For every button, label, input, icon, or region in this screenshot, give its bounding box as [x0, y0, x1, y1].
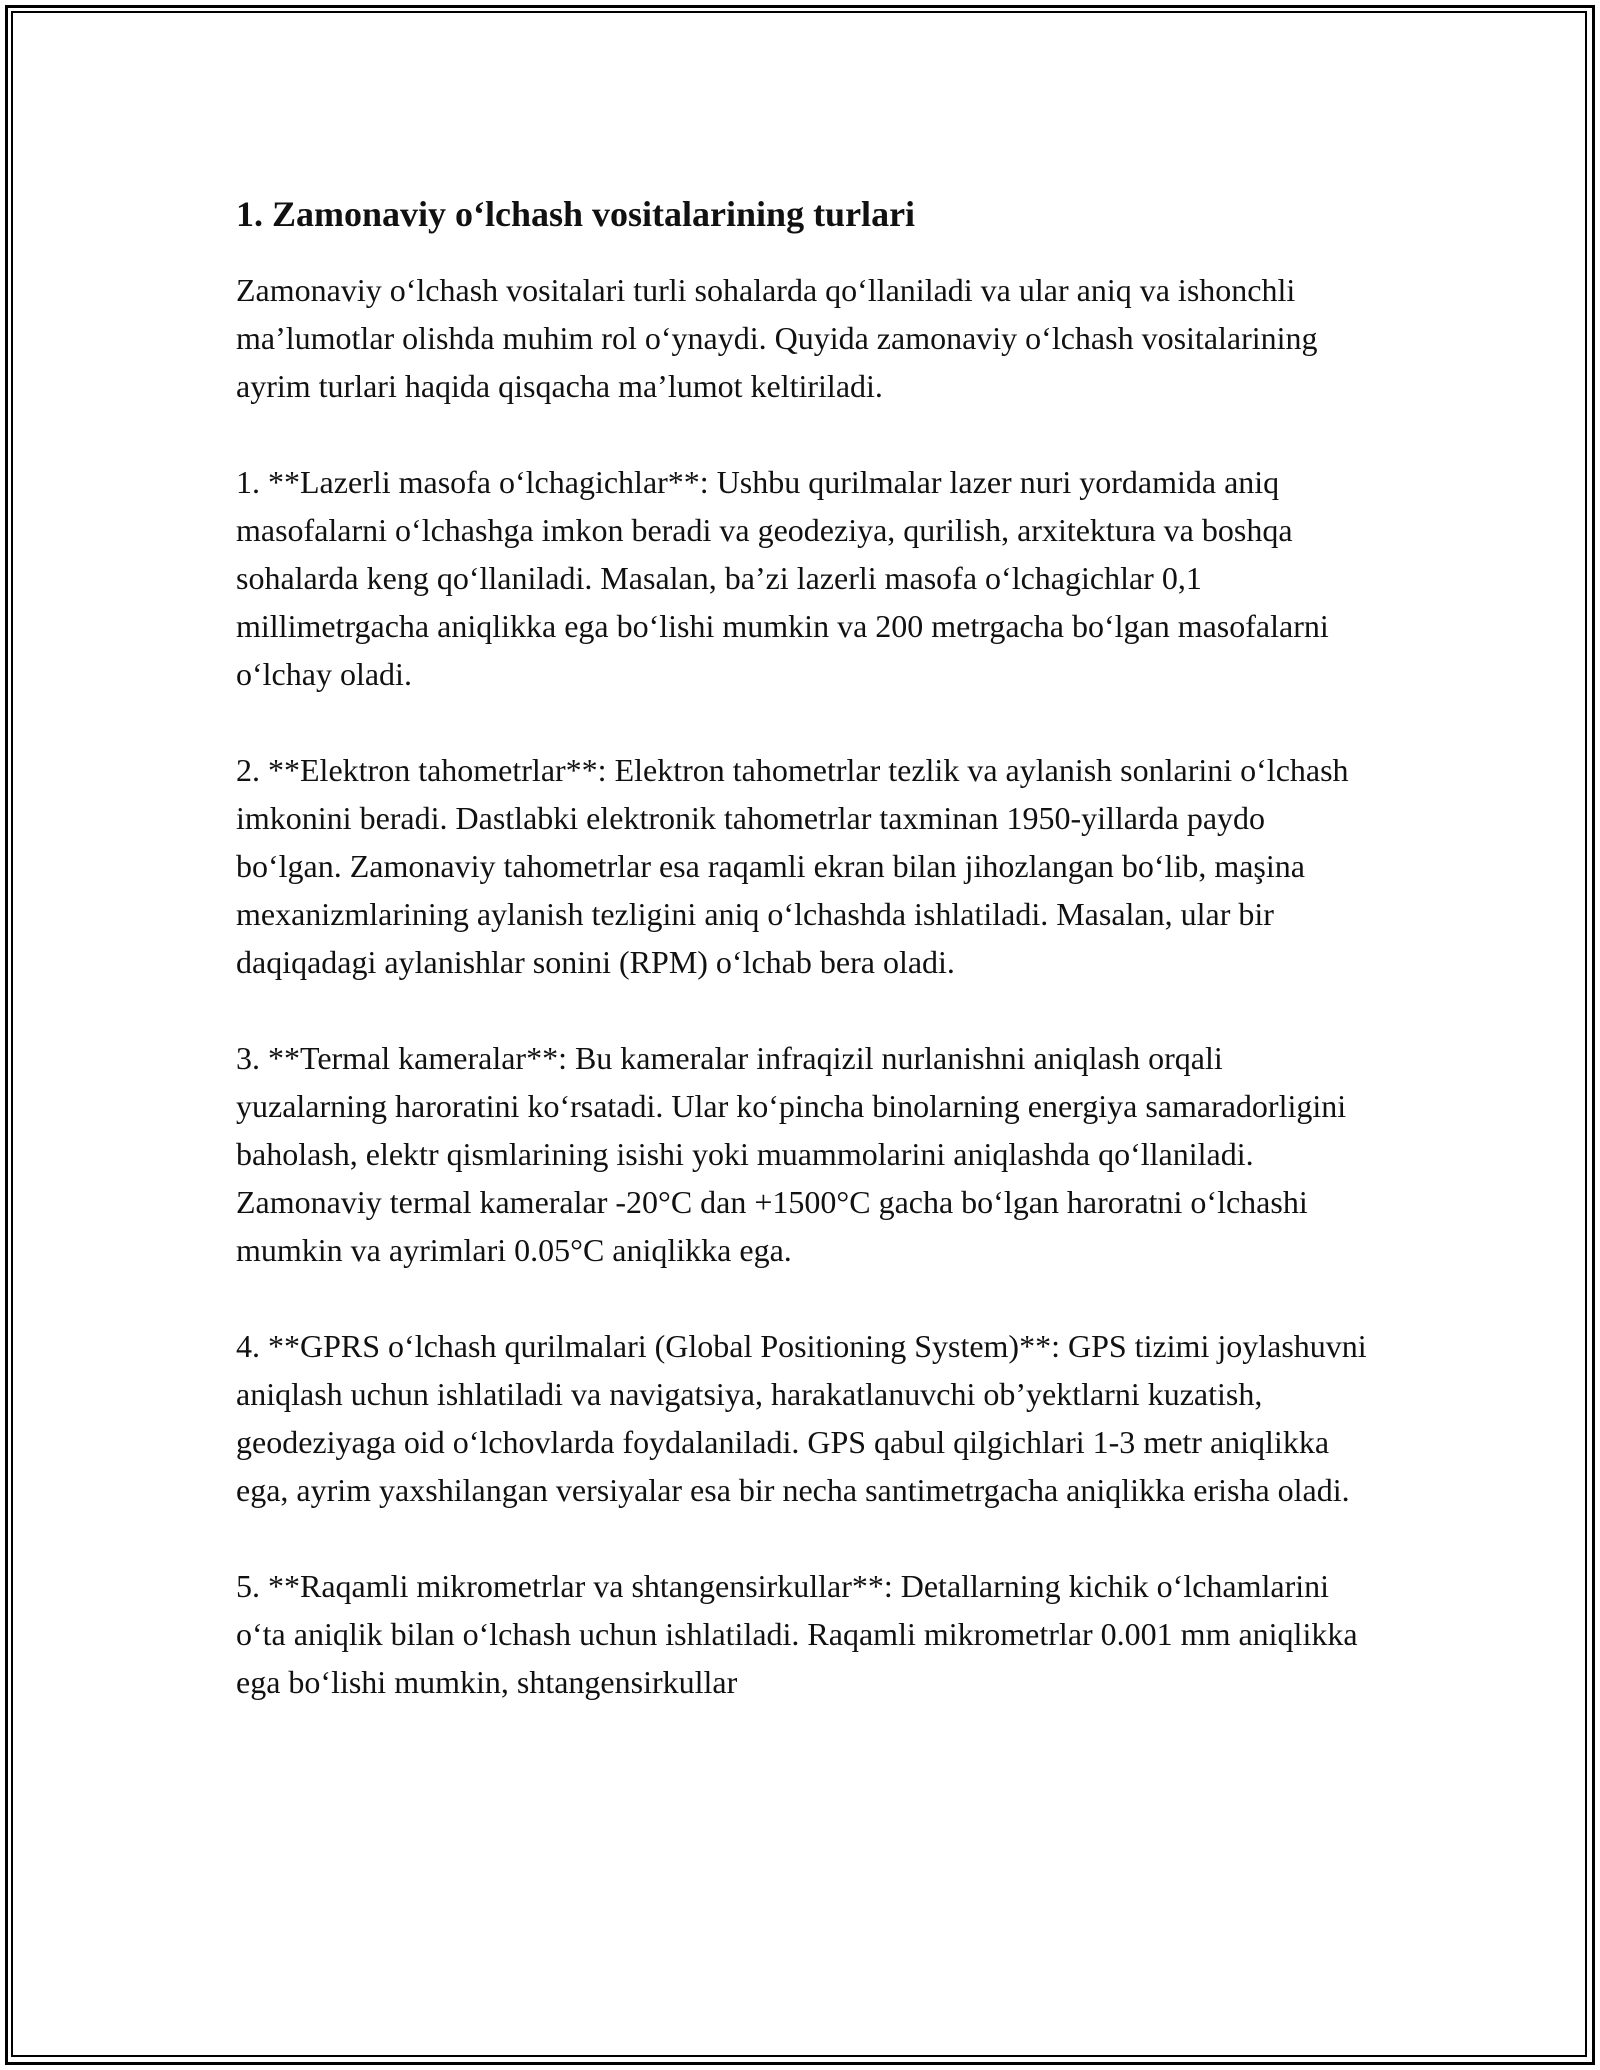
section-heading: 1. Zamonaviy o‘lchash vositalarining turlari	[236, 194, 916, 234]
list-item-digital-micrometers: 5. **Raqamli mikrometrlar va shtangensirkullar**: Detallarning kichik o‘lchamlarini o‘ta aniqlik bilan o‘lchash uchun ishlatiladi. Raqamli mikrometrlar 0.001 mm aniqlikka ega bo‘lishi mumkin, shtangensirkullar	[236, 1568, 1358, 1700]
list-item-thermal-cameras: 3. **Termal kameralar**: Bu kameralar infraqizil nurlanishni aniqlash orqali yuzalarning haroratini ko‘rsatadi. Ular ko‘pincha binolarning energiya samaradorligini baholash, elektr qismlarining isishi yoki muammolarini aniqlashda qo‘llaniladi. Zamonaviy termal kameralar -20°C dan +1500°C gacha bo‘lgan haroratni o‘lchashi mumkin va ayrimlari 0.05°C aniqlikka ega.	[236, 1040, 1347, 1268]
list-item-gps-devices: 4. **GPRS o‘lchash qurilmalari (Global Positioning System)**: GPS tizimi joylashuvni aniqlash uchun ishlatiladi va navigatsiya, harakatlanuvchi ob’yektlarni kuzatish, geodeziyaga oid o‘lchovlarda foydalaniladi. GPS qabul qilgichlari 1-3 metr aniqlikka ega, ayrim yaxshilangan versiyalar esa bir necha santimetrgacha aniqlikka erisha oladi.	[236, 1328, 1367, 1508]
intro-paragraph: Zamonaviy o‘lchash vositalari turli sohalarda qo‘llaniladi va ular aniq va ishonchli ma’lumotlar olishda muhim rol o‘ynaydi. Quyida zamonaviy o‘lchash vositalarining ayrim turlari haqida qisqacha ma’lumot keltiriladi.	[236, 272, 1318, 404]
document-body	[236, 188, 1371, 1754]
list-item-laser-rangefinders: 1. **Lazerli masofa o‘lchagichlar**: Ushbu qurilmalar lazer nuri yordamida aniq masofalarni o‘lchashga imkon beradi va geodeziya, qurilish, arxitektura va boshqa sohalarda keng qo‘llaniladi. Masalan, ba’zi lazerli masofa o‘lchagichlar 0,1 millimetrgacha aniqlikka ega bo‘lishi mumkin va 200 metrgacha bo‘lgan masofalarni o‘lchay oladi.	[236, 464, 1329, 692]
list-item-electronic-tachometers: 2. **Elektron tahometrlar**: Elektron tahometrlar tezlik va aylanish sonlarini o‘lchash imkonini beradi. Dastlabki elektronik tahometrlar taxminan 1950-yillarda paydo bo‘lgan. Zamonaviy tahometrlar esa raqamli ekran bilan jihozlangan bo‘lib, maşina mexanizmlarining aylanish tezligini aniq o‘lchashda ishlatiladi. Masalan, ular bir daqiqadagi aylanishlar sonini (RPM) o‘lchab bera oladi.	[236, 752, 1349, 980]
